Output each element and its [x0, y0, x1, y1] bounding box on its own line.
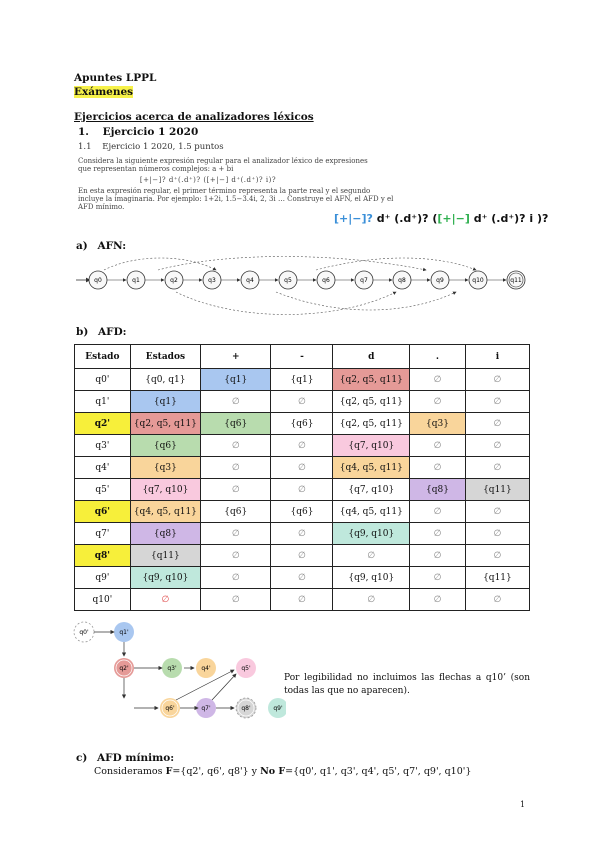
cell-minus: ∅	[271, 567, 333, 589]
cell-i: ∅	[465, 501, 529, 523]
page-number: 1	[520, 800, 526, 809]
cell-d: {q2, q5, q11}	[333, 369, 410, 391]
afd-state-label: q8'	[241, 705, 251, 712]
afd-state-label: q7'	[201, 705, 211, 712]
cell-d: {q9, q10}	[333, 523, 410, 545]
section-b-heading	[76, 326, 127, 338]
sub-title: Ejercicio 1 2020, 1.5 puntos	[102, 142, 224, 152]
cell-minus: {q1}	[271, 369, 333, 391]
cell-i: ∅	[465, 523, 529, 545]
afn-state-label: q11	[510, 277, 522, 284]
legibility-note: Por legibilidad no incluimos las flechas a q10’ (son todas las que no aparecen).	[284, 673, 530, 696]
cell-estado: q3'	[75, 435, 131, 457]
cell-plus: ∅	[201, 589, 271, 611]
cell-estados: {q9, q10}	[130, 567, 200, 589]
course-title: Apuntes LPPL	[74, 72, 157, 84]
table-row	[75, 479, 530, 501]
minimal-y: y	[248, 766, 261, 777]
statement-line-3: En esta expresión regular, el primer término representa la parte real y el segundo	[78, 187, 371, 195]
col-i: i	[465, 345, 529, 369]
cell-estado: q6'	[75, 501, 131, 523]
afd-edge	[212, 674, 236, 700]
afn-state-label: q1	[132, 277, 140, 284]
cell-plus: ∅	[201, 391, 271, 413]
cell-i: ∅	[465, 413, 529, 435]
section-c-heading	[76, 752, 174, 764]
afn-edge	[276, 292, 456, 310]
cell-estados: {q1}	[130, 391, 200, 413]
col-minus: -	[271, 345, 333, 369]
table-row	[75, 435, 530, 457]
afd-state-label: q4'	[201, 665, 211, 672]
cell-d: {q4, q5, q11}	[333, 457, 410, 479]
cell-i: ∅	[465, 391, 529, 413]
regex-sign: [+|−]?	[334, 212, 373, 225]
section-c-letter: c)	[76, 752, 88, 764]
cell-estado: q5'	[75, 479, 131, 501]
col-dot: .	[410, 345, 466, 369]
cell-minus: ∅	[271, 545, 333, 567]
table-row	[75, 501, 530, 523]
afd-state-label: q5'	[241, 665, 251, 672]
statement-line-1: Considera la siguiente expresión regular para el analizador léxico de expresiones	[78, 157, 368, 165]
table-row	[75, 369, 530, 391]
afn-edge	[176, 292, 396, 315]
afd-graph	[66, 614, 286, 738]
table-row	[75, 567, 530, 589]
cell-dot: ∅	[410, 435, 466, 457]
cell-estados: {q0, q1}	[130, 369, 200, 391]
afn-state-label: q7	[360, 277, 368, 284]
afn-state-label: q9	[436, 277, 444, 284]
afn-edge	[316, 258, 476, 270]
afn-diagram	[76, 252, 530, 324]
minimal-sets	[94, 766, 471, 777]
section-a-title: AFN:	[97, 240, 127, 252]
section-b-letter: b)	[76, 326, 89, 338]
col-estados: Estados	[130, 345, 200, 369]
cell-minus: ∅	[271, 589, 333, 611]
cell-plus: {q6}	[201, 501, 271, 523]
cell-dot: {q8}	[410, 479, 466, 501]
cell-plus: ∅	[201, 545, 271, 567]
cell-d: {q9, q10}	[333, 567, 410, 589]
afn-state-label: q10	[472, 277, 484, 284]
afn-state-label: q2	[170, 277, 178, 284]
cell-minus: ∅	[271, 391, 333, 413]
cell-plus: ∅	[201, 435, 271, 457]
cell-plus: {q1}	[201, 369, 271, 391]
nof-value: ={q0', q1', q3', q4', q5', q7', q9', q10'}	[285, 766, 472, 777]
cell-estados: ∅	[130, 589, 200, 611]
cell-estado: q4'	[75, 457, 131, 479]
afd-state-label: q0'	[79, 629, 89, 636]
afd-state-label: q2'	[119, 665, 129, 672]
cell-dot: ∅	[410, 369, 466, 391]
cell-minus: ∅	[271, 479, 333, 501]
afd-header-row	[75, 345, 530, 369]
cell-estados: {q7, q10}	[130, 479, 200, 501]
table-row	[75, 589, 530, 611]
topic-title: Ejercicios acerca de analizadores léxicos	[74, 111, 314, 123]
afn-state-label: q3	[208, 277, 216, 284]
afn-edge	[104, 258, 216, 270]
afd-state-label: q1'	[119, 629, 129, 636]
cell-estado: q1'	[75, 391, 131, 413]
cell-i: ∅	[465, 369, 529, 391]
f-label: F	[165, 766, 173, 777]
section-a-letter: a)	[76, 240, 88, 252]
cell-estados: {q3}	[130, 457, 200, 479]
statement-line-5: AFD mínimo.	[78, 203, 125, 211]
cell-plus: ∅	[201, 479, 271, 501]
cell-plus: ∅	[201, 523, 271, 545]
cell-d: ∅	[333, 589, 410, 611]
cell-estado: q8'	[75, 545, 131, 567]
cell-estados: {q11}	[130, 545, 200, 567]
cell-minus: {q6}	[271, 501, 333, 523]
cell-estados: {q6}	[130, 435, 200, 457]
cell-d: {q7, q10}	[333, 479, 410, 501]
cell-minus: {q6}	[271, 413, 333, 435]
afn-state-label: q4	[246, 277, 254, 284]
cell-minus: ∅	[271, 435, 333, 457]
statement-line-2: que representan números complejos: a + bi	[78, 165, 234, 173]
section-c-title: AFD mínimo:	[97, 752, 175, 764]
colored-regex	[334, 212, 548, 225]
cell-estado: q10'	[75, 589, 131, 611]
cell-plus: ∅	[201, 457, 271, 479]
section-a-heading	[76, 240, 126, 252]
cell-d: {q4, q5, q11}	[333, 501, 410, 523]
cell-estados: {q4, q5, q11}	[130, 501, 200, 523]
cell-minus: ∅	[271, 457, 333, 479]
statement-clip	[78, 142, 394, 222]
table-row	[75, 413, 530, 435]
section-title-text: Exámenes	[74, 86, 134, 98]
exercise-title: Ejercicio 1 2020	[102, 126, 199, 138]
section-b-title: AFD:	[97, 326, 127, 338]
table-row	[75, 523, 530, 545]
regex-imag: d⁺ (.d⁺)? i )?	[469, 212, 549, 225]
afd-table	[74, 344, 530, 611]
f-value: ={q2', q6', q8'}	[172, 766, 249, 777]
cell-i: {q11}	[465, 479, 529, 501]
cell-estados: {q2, q5, q11}	[130, 413, 200, 435]
afn-state-label: q0	[94, 277, 102, 284]
regex-real: d⁺ (.d⁺)? (	[372, 212, 438, 225]
cell-i: {q11}	[465, 567, 529, 589]
afd-state-label: q6'	[165, 705, 175, 712]
statement-line-4: incluye la imaginaria. Por ejemplo: 1+2i, 1.5−3.4i, 2, 3i … Construye el AFN, el AFD y el	[78, 195, 394, 203]
afd-state-label: q9'	[273, 705, 283, 712]
table-row	[75, 391, 530, 413]
exercise-heading	[78, 126, 198, 138]
nof-label: No F	[260, 766, 286, 777]
cell-estado: q9'	[75, 567, 131, 589]
cell-dot: ∅	[410, 391, 466, 413]
cell-d: {q2, q5, q11}	[333, 413, 410, 435]
cell-estados: {q8}	[130, 523, 200, 545]
afn-state-label: q8	[398, 277, 406, 284]
cell-minus: ∅	[271, 523, 333, 545]
table-row	[75, 545, 530, 567]
exercise-number: 1.	[78, 126, 89, 138]
cell-dot: {q3}	[410, 413, 466, 435]
statement-formula: [+|−]? d⁺(.d⁺)? ([+|−] d⁺(.d⁺)? i)?	[139, 176, 277, 184]
table-row	[75, 457, 530, 479]
cell-dot: ∅	[410, 523, 466, 545]
statement-subheading	[78, 142, 338, 152]
cell-d: {q2, q5, q11}	[333, 391, 410, 413]
regex-imag-sign: [+|−]	[437, 212, 470, 225]
cell-i: ∅	[465, 589, 529, 611]
cell-estado: q0'	[75, 369, 131, 391]
afd-state-label: q3'	[167, 665, 177, 672]
section-title	[74, 86, 133, 98]
cell-d: ∅	[333, 545, 410, 567]
cell-plus: ∅	[201, 567, 271, 589]
cell-i: ∅	[465, 545, 529, 567]
col-estado: Estado	[75, 345, 131, 369]
cell-plus: {q6}	[201, 413, 271, 435]
cell-dot: ∅	[410, 501, 466, 523]
cell-dot: ∅	[410, 567, 466, 589]
cell-d: {q7, q10}	[333, 435, 410, 457]
sub-number: 1.1	[78, 142, 92, 152]
cell-estado: q2'	[75, 413, 131, 435]
cell-dot: ∅	[410, 545, 466, 567]
col-d: d	[333, 345, 410, 369]
afn-state-label: q5	[284, 277, 292, 284]
cell-i: ∅	[465, 457, 529, 479]
minimal-prefix: Consideramos	[94, 766, 166, 777]
afn-state-label: q6	[322, 277, 330, 284]
cell-dot: ∅	[410, 589, 466, 611]
cell-dot: ∅	[410, 457, 466, 479]
cell-estado: q7'	[75, 523, 131, 545]
cell-i: ∅	[465, 435, 529, 457]
col-plus: +	[201, 345, 271, 369]
